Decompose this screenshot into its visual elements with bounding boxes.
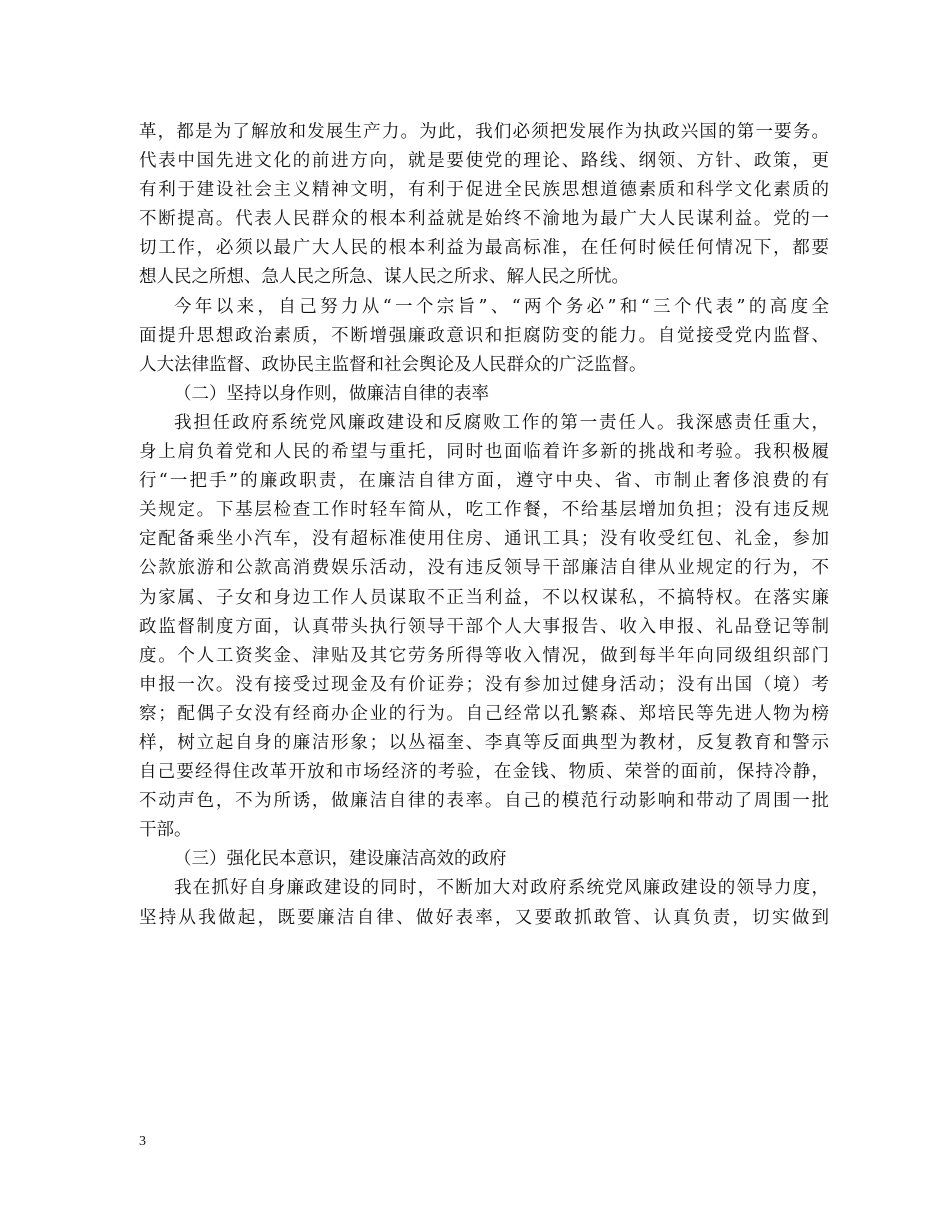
text-line: 有利于建设社会主义精神文明，有利于促进全民族思想道德素质和科学文化素质的 — [139, 180, 829, 201]
text-line: 坚持从我做起，既要廉洁自律、做好表率，又要敢抓敢管、认真负责，切实做到 — [139, 907, 829, 928]
text-line: 申报一次。没有接受过现金及有价证券；没有参加过健身活动；没有出国（境）考 — [139, 674, 829, 695]
text-line: （二）坚持以身作则，做廉洁自律的表率 — [174, 383, 489, 404]
text-line: 政监督制度方面，认真带头执行领导干部个人大事报告、收入申报、礼品登记等制 — [139, 616, 829, 637]
text-line: 革，都是为了解放和发展生产力。为此，我们必须把发展作为执政兴国的第一要务。 — [139, 122, 829, 142]
text-line: 今年以来，自己努力从“一个宗旨”、“两个务必”和“三个代表”的高度全 — [174, 296, 829, 317]
text-line: 我在抓好自身廉政建设的同时，不断加大对政府系统党风廉政建设的领导力度， — [174, 878, 829, 899]
text-line: 身上肩负着党和人民的希望与重托，同时也面临着许多新的挑战和考验。我积极履 — [139, 442, 829, 463]
text-line: 样，树立起自身的廉洁形象；以丛福奎、李真等反面典型为教材，反复教育和警示 — [139, 732, 829, 753]
text-line: 不断提高。代表人民群众的根本利益就是始终不渝地为最广大人民谋利益。党的一 — [139, 209, 829, 230]
page-number: 3 — [139, 1134, 146, 1149]
text-line: 定配备乘坐小汽车，没有超标准使用住房、通讯工具；没有收受红包、礼金，参加 — [139, 529, 829, 550]
text-line: 关规定。下基层检查工作时轻车简从，吃工作餐，不给基层增加负担；没有违反规 — [139, 500, 829, 521]
text-line: （三）强化民本意识，建设廉洁高效的政府 — [174, 849, 507, 870]
text-line: 人大法律监督、政协民主监督和社会舆论及人民群众的广泛监督。 — [139, 354, 647, 375]
text-line: 想人民之所想、急人民之所急、谋人民之所求、解人民之所忧。 — [139, 267, 629, 288]
text-line: 自己要经得住改革开放和市场经济的考验，在金钱、物质、荣誉的面前，保持冷静， — [139, 762, 829, 783]
text-line: 不动声色，不为所诱，做廉洁自律的表率。自己的模范行动影响和带动了周围一批 — [139, 791, 829, 812]
document-body — [139, 118, 829, 933]
text-line: 我担任政府系统党风廉政建设和反腐败工作的第一责任人。我深感责任重大， — [174, 412, 829, 433]
text-line: 公款旅游和公款高消费娱乐活动，没有违反领导干部廉洁自律从业规定的行为，不 — [139, 558, 829, 579]
text-line: 代表中国先进文化的前进方向，就是要使党的理论、路线、纲领、方针、政策，更 — [139, 151, 829, 172]
text-line: 行“一把手”的廉政职责，在廉洁自律方面，遵守中央、省、市制止奢侈浪费的有 — [139, 471, 829, 492]
text-line: 面提升思想政治素质，不断增强廉政意识和拒腐防变的能力。自觉接受党内监督、 — [139, 325, 829, 346]
text-line: 干部。 — [139, 820, 192, 841]
text-line: 为家属、子女和身边工作人员谋取不正当利益，不以权谋私，不搞特权。在落实廉 — [139, 587, 829, 608]
text-line: 察；配偶子女没有经商办企业的行为。自己经常以孔繁森、郑培民等先进人物为榜 — [139, 703, 829, 724]
text-line: 度。个人工资奖金、津贴及其它劳务所得等收入情况，做到每半年向同级组织部门 — [139, 645, 829, 666]
text-line: 切工作，必须以最广大人民的根本利益为最高标准，在任何时候任何情况下，都要 — [139, 238, 829, 259]
